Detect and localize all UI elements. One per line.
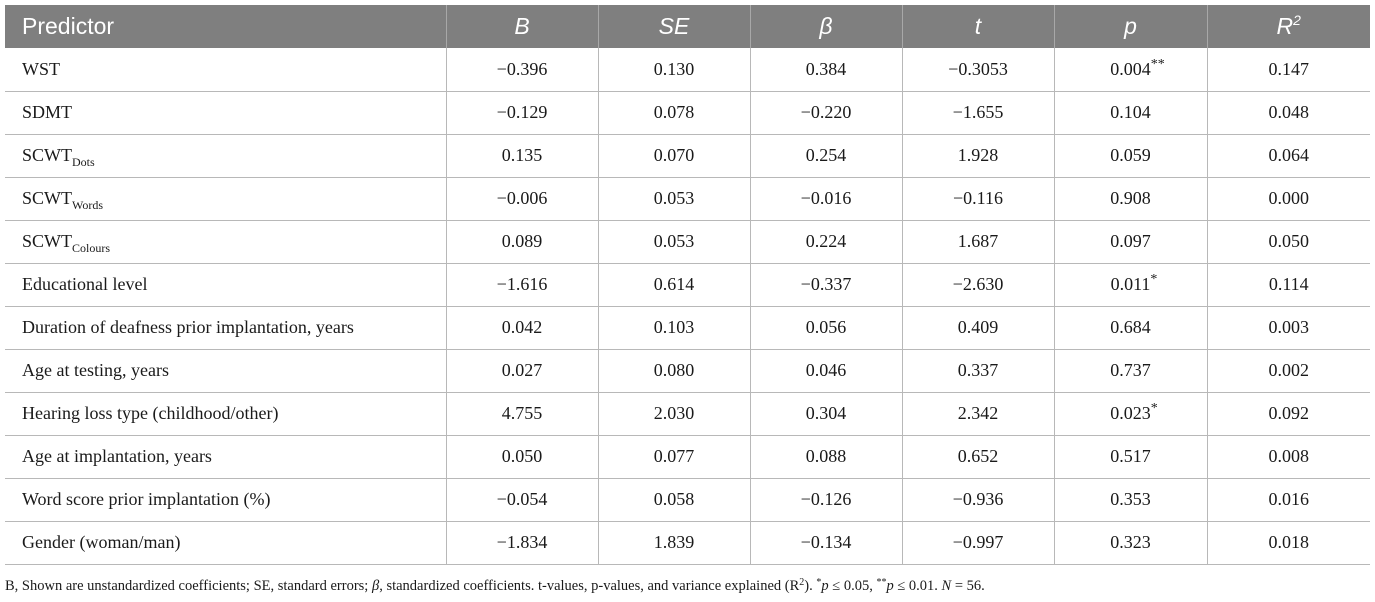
value-r2: 0.003	[1268, 317, 1309, 337]
value-se: 0.103	[653, 317, 695, 337]
cell-b	[446, 263, 598, 306]
predictor-cell	[5, 177, 446, 220]
cell-beta	[750, 306, 902, 349]
p-value: 0.353	[1110, 489, 1151, 509]
value-b: −0.396	[496, 58, 548, 79]
value-se: 0.614	[653, 274, 695, 294]
value-beta: 0.224	[805, 231, 847, 251]
cell-r2	[1207, 435, 1370, 478]
value-se: 0.070	[653, 145, 695, 165]
cell-b	[446, 392, 598, 435]
value-r2: 0.016	[1268, 489, 1309, 509]
table-row	[5, 478, 1370, 521]
value-t: 0.652	[957, 446, 999, 466]
significance-stars: **	[1150, 56, 1165, 72]
p-value-wrapper	[1110, 446, 1151, 467]
table-row	[5, 48, 1370, 91]
value-b: −0.129	[496, 102, 548, 122]
p-value: 0.011	[1110, 274, 1151, 294]
footnote-cond1: ≤ 0.05,	[828, 578, 877, 594]
cell-se	[598, 478, 750, 521]
value-beta: −0.337	[800, 274, 852, 294]
p-value-wrapper	[1110, 102, 1151, 123]
cell-b	[446, 478, 598, 521]
footnote-beta: β	[371, 578, 380, 594]
value-t: −1.655	[952, 102, 1004, 122]
header-row	[5, 5, 1370, 48]
value-se: 0.053	[653, 231, 695, 251]
footnote-p1: p	[821, 578, 829, 594]
cell-b	[446, 435, 598, 478]
value-r2: 0.147	[1268, 58, 1309, 79]
value-beta: −0.220	[800, 102, 852, 122]
p-value: 0.517	[1110, 446, 1151, 466]
footnote-n-value: = 56.	[951, 578, 985, 594]
table-row	[5, 435, 1370, 478]
value-beta: −0.126	[800, 489, 852, 509]
predictor-label: Age at testing, years	[22, 360, 169, 380]
value-t: −0.997	[952, 532, 1004, 552]
footnote-part1: B, Shown are unstandardized coefficients; SE, standard errors;	[5, 578, 372, 594]
significance-stars: *	[1150, 401, 1158, 416]
column-header-t	[902, 5, 1054, 48]
cell-r2	[1207, 478, 1370, 521]
cell-beta	[750, 349, 902, 392]
predictor-label: WST	[22, 58, 60, 79]
predictor-subscript: Words	[72, 198, 104, 212]
value-beta: 0.056	[805, 317, 847, 337]
footnote-n-label: N	[941, 578, 952, 594]
column-header-predictor	[5, 5, 446, 48]
p-value-wrapper	[1110, 532, 1151, 553]
p-value-wrapper	[1110, 145, 1151, 166]
p-value-wrapper	[1110, 56, 1165, 80]
cell-se	[598, 263, 750, 306]
cell-t	[902, 134, 1054, 177]
value-se: 0.077	[653, 446, 695, 466]
column-header-label: B	[514, 13, 530, 39]
value-beta: 0.254	[805, 145, 847, 165]
cell-b	[446, 521, 598, 564]
cell-p	[1054, 220, 1207, 263]
predictor-label: SCWT	[22, 145, 73, 165]
cell-p	[1054, 134, 1207, 177]
value-beta: 0.088	[805, 446, 847, 466]
table-row	[5, 134, 1370, 177]
cell-se	[598, 48, 750, 91]
value-t: −2.630	[952, 274, 1004, 294]
p-value: 0.059	[1110, 145, 1151, 165]
cell-beta	[750, 220, 902, 263]
table-row	[5, 349, 1370, 392]
value-se: 0.080	[653, 360, 695, 380]
cell-b	[446, 48, 598, 91]
predictor-cell	[5, 478, 446, 521]
value-r2: 0.048	[1268, 102, 1309, 122]
value-b: 0.042	[501, 317, 543, 337]
cell-b	[446, 134, 598, 177]
value-t: 1.928	[957, 145, 999, 165]
predictor-cell	[5, 263, 446, 306]
cell-beta	[750, 521, 902, 564]
cell-se	[598, 392, 750, 435]
cell-p	[1054, 48, 1207, 91]
predictor-cell	[5, 48, 446, 91]
cell-se	[598, 349, 750, 392]
predictor-cell	[5, 521, 446, 564]
cell-b	[446, 91, 598, 134]
column-header-p	[1054, 5, 1207, 48]
table-row	[5, 220, 1370, 263]
footnote-part3: ).	[804, 578, 817, 594]
column-header-r2	[1207, 5, 1370, 48]
significance-stars: *	[1150, 272, 1158, 287]
column-header-label: Predictor	[22, 13, 115, 39]
cell-r2	[1207, 134, 1370, 177]
footnote-star2: **	[876, 577, 887, 588]
footnote-part2: , standardized coefficients. t-values, p-values, and variance explained (R	[379, 578, 800, 594]
cell-beta	[750, 48, 902, 91]
table-row	[5, 91, 1370, 134]
cell-r2	[1207, 349, 1370, 392]
p-value: 0.104	[1110, 102, 1151, 122]
cell-p	[1054, 521, 1207, 564]
cell-se	[598, 521, 750, 564]
cell-p	[1054, 306, 1207, 349]
value-se: 0.078	[653, 102, 695, 122]
p-value: 0.323	[1110, 532, 1151, 552]
column-header-label: β	[819, 13, 833, 39]
cell-p	[1054, 91, 1207, 134]
value-se: 1.839	[653, 532, 695, 552]
cell-r2	[1207, 177, 1370, 220]
value-b: 0.050	[501, 446, 543, 466]
column-header-superscript: 2	[1293, 12, 1301, 28]
p-value: 0.004	[1110, 58, 1151, 79]
table-row	[5, 392, 1370, 435]
cell-p	[1054, 392, 1207, 435]
predictor-cell	[5, 220, 446, 263]
cell-t	[902, 263, 1054, 306]
table-row	[5, 263, 1370, 306]
value-r2: 0.002	[1268, 360, 1309, 380]
value-b: −0.006	[496, 188, 548, 208]
column-header-beta	[750, 5, 902, 48]
cell-r2	[1207, 306, 1370, 349]
value-t: −0.116	[953, 188, 1003, 208]
cell-beta	[750, 263, 902, 306]
value-t: 0.337	[957, 360, 999, 380]
column-header-se	[598, 5, 750, 48]
value-beta: −0.134	[800, 532, 852, 552]
cell-se	[598, 91, 750, 134]
cell-beta	[750, 91, 902, 134]
predictor-label: Educational level	[22, 274, 148, 294]
value-r2: 0.008	[1268, 446, 1309, 466]
cell-beta	[750, 392, 902, 435]
column-header-label: R	[1276, 13, 1294, 39]
cell-b	[446, 349, 598, 392]
predictor-cell	[5, 306, 446, 349]
p-value: 0.737	[1110, 360, 1151, 380]
value-b: 0.027	[501, 360, 543, 380]
cell-se	[598, 220, 750, 263]
p-value-wrapper	[1110, 489, 1151, 510]
value-t: 2.342	[957, 403, 999, 423]
value-b: −1.616	[496, 274, 548, 294]
predictor-cell	[5, 134, 446, 177]
cell-t	[902, 220, 1054, 263]
predictor-label: Hearing loss type (childhood/other)	[22, 403, 279, 423]
cell-t	[902, 478, 1054, 521]
p-value-wrapper	[1110, 188, 1151, 209]
table-row	[5, 177, 1370, 220]
predictor-label: SDMT	[22, 102, 73, 122]
cell-r2	[1207, 220, 1370, 263]
column-header-label: SE	[658, 13, 690, 39]
cell-t	[902, 521, 1054, 564]
predictor-cell	[5, 91, 446, 134]
footnote-star1: *	[816, 577, 822, 588]
value-b: −0.054	[496, 489, 548, 509]
cell-b	[446, 220, 598, 263]
cell-b	[446, 306, 598, 349]
cell-t	[902, 392, 1054, 435]
value-r2: 0.092	[1268, 403, 1309, 423]
predictor-label: Duration of deafness prior implantation, years	[22, 317, 354, 337]
predictor-label: Age at implantation, years	[22, 446, 212, 466]
value-b: 0.089	[501, 231, 543, 251]
predictor-label: Word score prior implantation (%)	[22, 489, 271, 509]
value-t: −0.936	[952, 489, 1004, 509]
p-value: 0.684	[1110, 317, 1151, 337]
table-footnote	[5, 578, 1370, 595]
cell-p	[1054, 177, 1207, 220]
predictor-label: SCWT	[22, 231, 73, 251]
cell-t	[902, 306, 1054, 349]
column-header-label: p	[1124, 13, 1137, 39]
cell-t	[902, 48, 1054, 91]
value-t: −0.3053	[948, 58, 1008, 79]
value-r2: 0.000	[1268, 188, 1309, 208]
cell-p	[1054, 349, 1207, 392]
predictor-cell	[5, 349, 446, 392]
value-beta: −0.016	[800, 188, 852, 208]
predictor-cell	[5, 392, 446, 435]
column-header-label: t	[974, 13, 982, 39]
value-t: 0.409	[957, 317, 999, 337]
table-row	[5, 306, 1370, 349]
cell-r2	[1207, 263, 1370, 306]
cell-beta	[750, 435, 902, 478]
cell-beta	[750, 134, 902, 177]
value-r2: 0.064	[1268, 145, 1309, 165]
p-value-wrapper	[1110, 317, 1151, 338]
cell-r2	[1207, 521, 1370, 564]
p-value-wrapper	[1110, 272, 1158, 295]
p-value-wrapper	[1110, 401, 1158, 424]
p-value: 0.097	[1110, 231, 1151, 251]
value-r2: 0.050	[1268, 231, 1309, 251]
cell-t	[902, 349, 1054, 392]
value-se: 0.053	[653, 188, 695, 208]
value-r2: 0.018	[1268, 532, 1309, 552]
value-se: 0.058	[653, 489, 695, 509]
p-value: 0.023	[1110, 403, 1151, 423]
predictor-subscript: Colours	[72, 241, 111, 255]
cell-se	[598, 134, 750, 177]
p-value-wrapper	[1110, 231, 1151, 252]
footnote-p2: p	[886, 578, 894, 594]
cell-r2	[1207, 91, 1370, 134]
cell-beta	[750, 478, 902, 521]
cell-p	[1054, 435, 1207, 478]
cell-se	[598, 435, 750, 478]
predictor-label: SCWT	[22, 188, 73, 208]
cell-se	[598, 177, 750, 220]
cell-beta	[750, 177, 902, 220]
table-body	[5, 48, 1370, 564]
cell-se	[598, 306, 750, 349]
cell-t	[902, 91, 1054, 134]
cell-p	[1054, 263, 1207, 306]
value-b: −1.834	[496, 532, 548, 552]
p-value-wrapper	[1110, 360, 1151, 381]
regression-table-container	[5, 5, 1370, 565]
cell-r2	[1207, 392, 1370, 435]
table-row	[5, 521, 1370, 564]
predictor-cell	[5, 435, 446, 478]
value-b: 4.755	[501, 403, 543, 423]
predictor-subscript: Dots	[72, 155, 95, 169]
value-beta: 0.304	[805, 403, 847, 423]
footnote-sup: 2	[799, 577, 805, 588]
p-value: 0.908	[1110, 188, 1151, 208]
footnote-cond2: ≤ 0.01.	[893, 578, 942, 594]
value-beta: 0.046	[805, 360, 847, 380]
cell-t	[902, 435, 1054, 478]
regression-table	[5, 5, 1370, 565]
column-header-b	[446, 5, 598, 48]
value-b: 0.135	[501, 145, 543, 165]
cell-t	[902, 177, 1054, 220]
cell-b	[446, 177, 598, 220]
value-beta: 0.384	[805, 58, 847, 79]
cell-r2	[1207, 48, 1370, 91]
value-r2: 0.114	[1268, 274, 1309, 294]
predictor-label: Gender (woman/man)	[22, 532, 181, 552]
value-t: 1.687	[957, 231, 999, 251]
value-se: 2.030	[653, 403, 695, 423]
cell-p	[1054, 478, 1207, 521]
value-se: 0.130	[653, 58, 695, 79]
